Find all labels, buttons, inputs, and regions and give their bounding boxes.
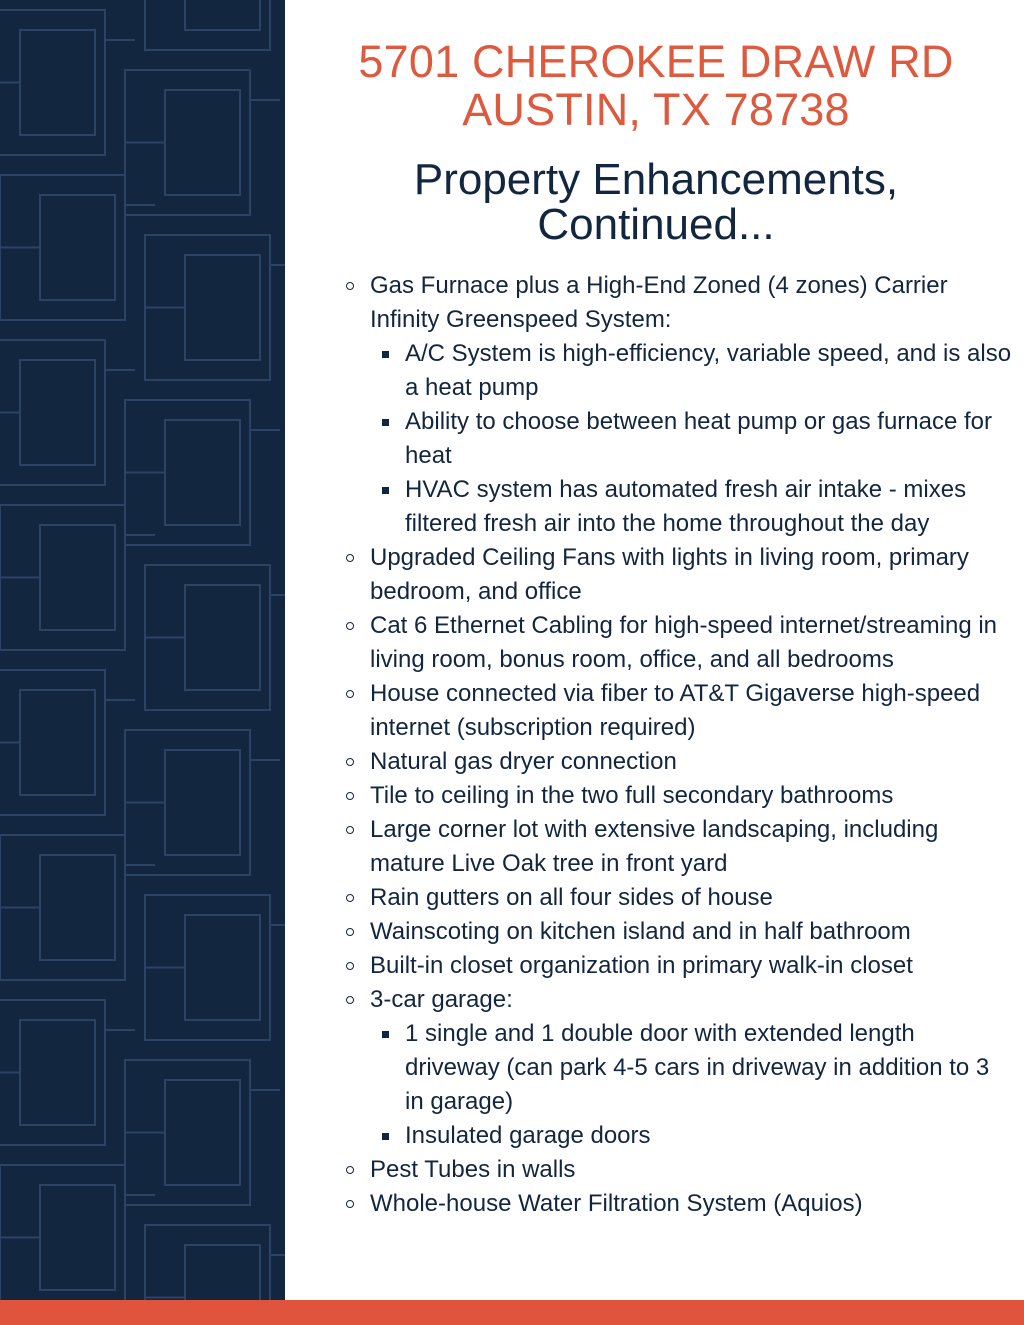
circle-bullet-icon (346, 1200, 354, 1208)
list-item (300, 983, 1012, 1153)
circle-bullet-icon (346, 792, 354, 800)
list-item (300, 269, 1012, 541)
property-address (300, 38, 1012, 134)
list-item (300, 745, 1012, 779)
title-line-1: Property Enhancements, (413, 155, 899, 204)
sub-item-text: 1 single and 1 double door with extended length driveway (can park 4-5 cars in driveway in addition to 3 in garage) (405, 1020, 990, 1115)
circle-bullet-icon (346, 996, 354, 1004)
sub-list-item (370, 1017, 1012, 1119)
list-item (300, 1153, 1012, 1187)
square-bullet-icon (382, 351, 389, 358)
sub-list (370, 337, 1012, 541)
sub-list (370, 1017, 1012, 1153)
sub-item-text: Insulated garage doors (405, 1122, 651, 1149)
item-text: Natural gas dryer connection (370, 748, 677, 775)
list-item (300, 881, 1012, 915)
item-text: Gas Furnace plus a High-End Zoned (4 zones) Carrier Infinity Greenspeed System: (370, 272, 948, 333)
square-bullet-icon (382, 419, 389, 426)
square-bullet-icon (382, 1133, 389, 1140)
circle-bullet-icon (346, 962, 354, 970)
item-text: Cat 6 Ethernet Cabling for high-speed internet/streaming in living room, bonus room, office, and all bedrooms (370, 612, 998, 673)
address-line-2: AUSTIN, TX 78738 (462, 84, 850, 135)
page-title (300, 157, 1012, 247)
list-item (300, 813, 1012, 881)
list-item (300, 779, 1012, 813)
title-line-2: Continued... (537, 200, 775, 249)
list-item (300, 609, 1012, 677)
decorative-side-panel (0, 0, 285, 1300)
item-text: Rain gutters on all four sides of house (370, 884, 773, 911)
item-text: Upgraded Ceiling Fans with lights in living room, primary bedroom, and office (370, 544, 969, 605)
item-text: Built-in closet organization in primary walk-in closet (370, 952, 913, 979)
circle-bullet-icon (346, 928, 354, 936)
address-line-1: 5701 CHEROKEE DRAW RD (358, 36, 954, 87)
enhancements-list (300, 269, 1012, 1221)
item-text: Large corner lot with extensive landscaping, including mature Live Oak tree in front yard (370, 816, 939, 877)
circle-bullet-icon (346, 1166, 354, 1174)
sub-list-item (370, 473, 1012, 541)
circle-bullet-icon (346, 554, 354, 562)
list-item (300, 541, 1012, 609)
sub-item-text: HVAC system has automated fresh air intake - mixes filtered fresh air into the home throughout the day (405, 476, 967, 537)
list-item (300, 677, 1012, 745)
sub-item-text: Ability to choose between heat pump or gas furnace for heat (405, 408, 993, 469)
square-bullet-icon (382, 1031, 389, 1038)
circle-bullet-icon (346, 758, 354, 766)
item-text: 3-car garage: (370, 986, 513, 1013)
item-text: Tile to ceiling in the two full secondary bathrooms (370, 782, 894, 809)
item-text: Pest Tubes in walls (370, 1156, 576, 1183)
circle-bullet-icon (346, 282, 354, 290)
accent-footer-bar (0, 1300, 1024, 1325)
square-bullet-icon (382, 487, 389, 494)
sub-list-item (370, 1119, 1012, 1153)
circle-bullet-icon (346, 826, 354, 834)
circle-bullet-icon (346, 622, 354, 630)
item-text: Wainscoting on kitchen island and in half bathroom (370, 918, 911, 945)
list-item (300, 1187, 1012, 1221)
item-text: Whole-house Water Filtration System (Aquios) (370, 1190, 863, 1217)
list-item (300, 949, 1012, 983)
sub-item-text: A/C System is high-efficiency, variable speed, and is also a heat pump (405, 340, 1012, 401)
sub-list-item (370, 337, 1012, 405)
geometric-pattern (0, 0, 285, 1300)
item-text: House connected via fiber to AT&T Gigaverse high-speed internet (subscription required) (370, 680, 981, 741)
list-item (300, 915, 1012, 949)
circle-bullet-icon (346, 894, 354, 902)
circle-bullet-icon (346, 690, 354, 698)
sub-list-item (370, 405, 1012, 473)
